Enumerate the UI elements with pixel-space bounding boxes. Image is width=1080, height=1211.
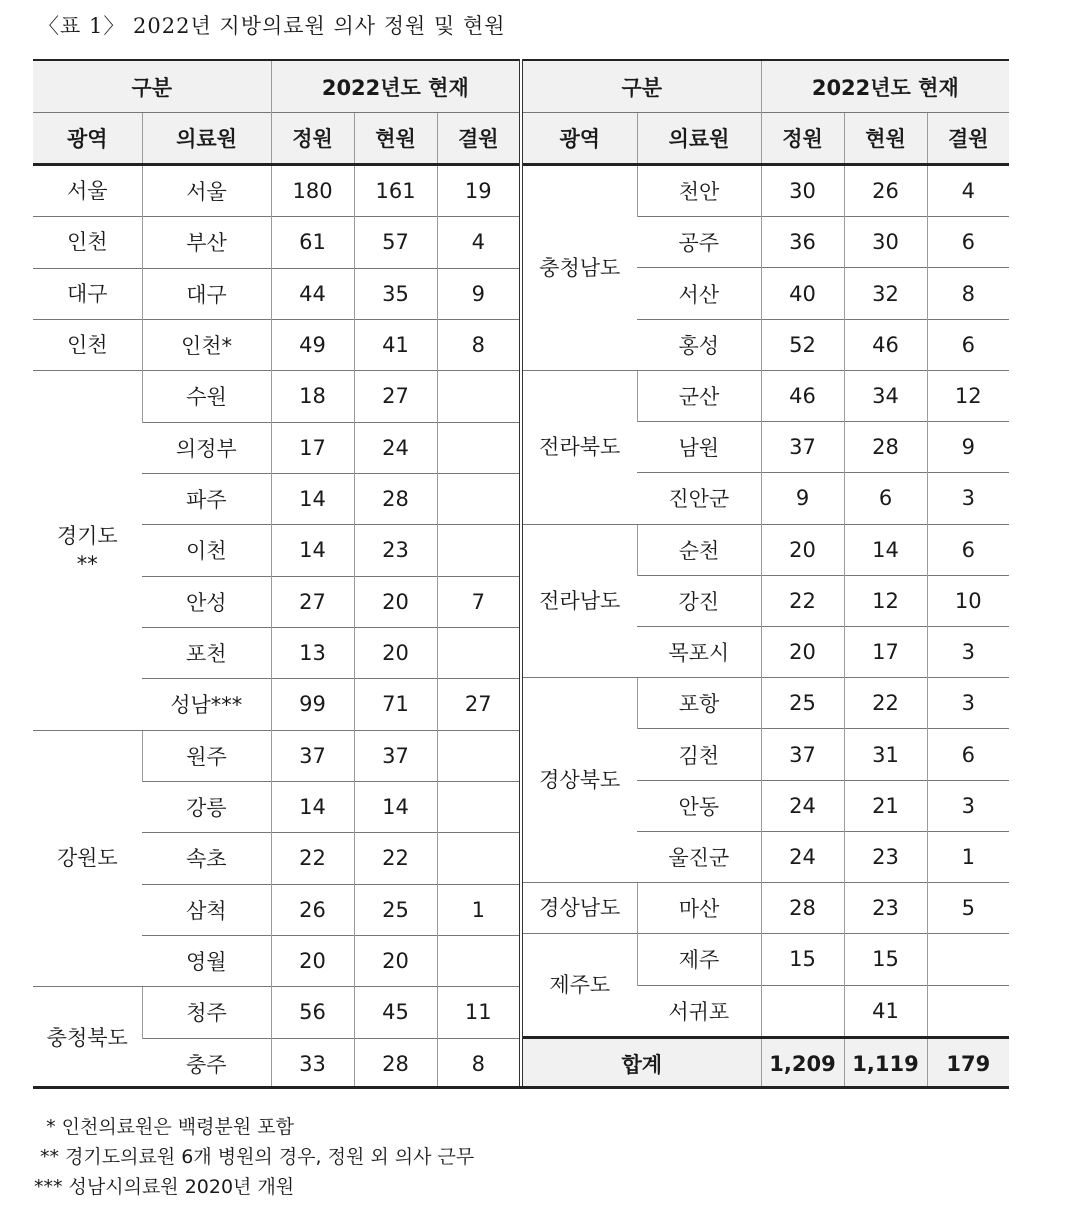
table-row: [523, 883, 1009, 934]
region-cell: 경기도 **: [33, 371, 142, 730]
vacancy-cell: 12: [927, 370, 1009, 421]
region-cell: 경상북도: [523, 678, 637, 883]
vacancy-cell: 3: [927, 678, 1009, 729]
current-cell: 32: [844, 268, 927, 319]
header-year: 2022년도 현재: [271, 60, 519, 113]
total-current: 1,119: [844, 1037, 927, 1089]
quota-cell: 14: [271, 781, 354, 832]
current-cell: 25: [354, 884, 437, 935]
quota-cell: 40: [761, 268, 844, 319]
header-group: 구분: [523, 60, 761, 113]
quota-cell: 14: [271, 473, 354, 524]
header-hospital: 의료원: [637, 113, 761, 165]
current-cell: 161: [354, 165, 437, 217]
header-quota: 정원: [761, 113, 844, 165]
current-cell: 26: [844, 165, 927, 217]
hospital-cell: 이천: [142, 525, 271, 576]
footnote-2: ** 경기도의료원 6개 병원의 경우, 정원 외 의사 근무: [34, 1146, 475, 1168]
hospital-cell: 부산: [142, 217, 271, 268]
hospital-cell: 목포시: [637, 626, 761, 677]
current-cell: 12: [844, 575, 927, 626]
quota-cell: 37: [761, 729, 844, 780]
quota-cell: 52: [761, 319, 844, 370]
quota-cell: [761, 985, 844, 1037]
current-cell: 28: [354, 473, 437, 524]
current-cell: 17: [844, 626, 927, 677]
vacancy-cell: [437, 473, 519, 524]
hospital-cell: 성남***: [142, 679, 271, 730]
hospital-cell: 인천*: [142, 319, 271, 370]
hospital-cell: 진안군: [637, 473, 761, 524]
vacancy-cell: [927, 934, 1009, 985]
header-current: 현원: [844, 113, 927, 165]
table-row: [33, 217, 519, 268]
vacancy-cell: 8: [927, 268, 1009, 319]
vacancy-cell: [927, 985, 1009, 1037]
current-cell: 27: [354, 371, 437, 422]
hospital-cell: 순천: [637, 524, 761, 575]
header-region: 광역: [33, 113, 142, 165]
vacancy-cell: 19: [437, 165, 519, 217]
hospital-cell: 청주: [142, 987, 271, 1038]
vacancy-cell: 6: [927, 319, 1009, 370]
vacancy-cell: [437, 525, 519, 576]
quota-cell: 15: [761, 934, 844, 985]
region-cell: 강원도: [33, 730, 142, 987]
quota-cell: 24: [761, 831, 844, 882]
hospital-cell: 대구: [142, 268, 271, 319]
vacancy-cell: 7: [437, 576, 519, 627]
table-row: [523, 678, 1009, 729]
hospital-cell: 천안: [637, 165, 761, 217]
vacancy-cell: [437, 781, 519, 832]
quota-cell: 18: [271, 371, 354, 422]
vacancy-cell: 3: [927, 780, 1009, 831]
quota-cell: 28: [761, 883, 844, 934]
region-cell: 인천: [33, 217, 142, 268]
vacancy-cell: 9: [437, 268, 519, 319]
region-cell: 충청북도: [33, 987, 142, 1089]
vacancy-cell: 8: [437, 1038, 519, 1089]
header-vacancy: 결원: [927, 113, 1009, 165]
region-cell: 전라북도: [523, 370, 637, 524]
header-vacancy: 결원: [437, 113, 519, 165]
quota-cell: 25: [761, 678, 844, 729]
vacancy-cell: [437, 422, 519, 473]
hospital-cell: 군산: [637, 370, 761, 421]
region-cell: 서울: [33, 165, 142, 217]
quota-cell: 26: [271, 884, 354, 935]
hospital-cell: 원주: [142, 730, 271, 781]
hospital-cell: 마산: [637, 883, 761, 934]
vacancy-cell: 11: [437, 987, 519, 1038]
vacancy-cell: [437, 627, 519, 678]
hospital-cell: 김천: [637, 729, 761, 780]
hospital-cell: 남원: [637, 422, 761, 473]
current-cell: 22: [354, 833, 437, 884]
current-cell: 34: [844, 370, 927, 421]
quota-cell: 44: [271, 268, 354, 319]
vacancy-cell: 8: [437, 319, 519, 370]
quota-cell: 27: [271, 576, 354, 627]
current-cell: 20: [354, 935, 437, 986]
table-caption: 〈표 1〉 2022년 지방의료원 의사 정원 및 현원: [38, 14, 506, 38]
current-cell: 14: [844, 524, 927, 575]
quota-cell: 20: [271, 935, 354, 986]
current-cell: 30: [844, 217, 927, 268]
quota-cell: 13: [271, 627, 354, 678]
hospital-cell: 울진군: [637, 831, 761, 882]
current-cell: 46: [844, 319, 927, 370]
current-cell: 71: [354, 679, 437, 730]
quota-cell: 14: [271, 525, 354, 576]
vacancy-cell: [437, 371, 519, 422]
total-quota: 1,209: [761, 1037, 844, 1089]
table-row: [33, 371, 519, 422]
header-year: 2022년도 현재: [761, 60, 1009, 113]
header-group: 구분: [33, 60, 271, 113]
vacancy-cell: 27: [437, 679, 519, 730]
hospital-cell: 파주: [142, 473, 271, 524]
vacancy-cell: 3: [927, 626, 1009, 677]
quota-cell: 49: [271, 319, 354, 370]
quota-cell: 17: [271, 422, 354, 473]
vacancy-cell: 1: [437, 884, 519, 935]
vacancy-cell: 9: [927, 422, 1009, 473]
quota-cell: 180: [271, 165, 354, 217]
table-row: [523, 165, 1009, 217]
table-row: [33, 730, 519, 781]
current-cell: 20: [354, 576, 437, 627]
hospital-cell: 제주: [637, 934, 761, 985]
current-cell: 20: [354, 627, 437, 678]
quota-cell: 30: [761, 165, 844, 217]
current-cell: 45: [354, 987, 437, 1038]
current-cell: 31: [844, 729, 927, 780]
quota-cell: 56: [271, 987, 354, 1038]
quota-cell: 61: [271, 217, 354, 268]
vacancy-cell: [437, 730, 519, 781]
header-region: 광역: [523, 113, 637, 165]
quota-cell: 37: [761, 422, 844, 473]
hospital-cell: 영월: [142, 935, 271, 986]
hospital-cell: 홍성: [637, 319, 761, 370]
footnotes: [34, 1112, 474, 1202]
region-cell: 전라남도: [523, 524, 637, 678]
hospital-cell: 포천: [142, 627, 271, 678]
table-row: [33, 319, 519, 370]
current-cell: 57: [354, 217, 437, 268]
quota-cell: 46: [761, 370, 844, 421]
quota-cell: 22: [761, 575, 844, 626]
table-bottom-rule: [33, 1086, 1009, 1089]
hospital-cell: 수원: [142, 371, 271, 422]
hospital-cell: 포항: [637, 678, 761, 729]
current-cell: 15: [844, 934, 927, 985]
vacancy-cell: 4: [927, 165, 1009, 217]
quota-cell: 9: [761, 473, 844, 524]
table-left-half: [33, 59, 519, 1089]
current-cell: 28: [844, 422, 927, 473]
current-cell: 23: [844, 883, 927, 934]
table-row: [523, 370, 1009, 421]
current-cell: 41: [844, 985, 927, 1037]
current-cell: 23: [354, 525, 437, 576]
hospital-cell: 의정부: [142, 422, 271, 473]
region-cell: 제주도: [523, 934, 637, 1037]
current-cell: 23: [844, 831, 927, 882]
quota-cell: 20: [761, 524, 844, 575]
vacancy-cell: [437, 935, 519, 986]
current-cell: 41: [354, 319, 437, 370]
region-cell: 충청남도: [523, 165, 637, 371]
vacancy-cell: [437, 833, 519, 884]
vacancy-cell: 3: [927, 473, 1009, 524]
current-cell: 24: [354, 422, 437, 473]
quota-cell: 99: [271, 679, 354, 730]
hospital-cell: 강진: [637, 575, 761, 626]
quota-cell: 20: [761, 626, 844, 677]
vacancy-cell: 6: [927, 729, 1009, 780]
hospital-cell: 안동: [637, 780, 761, 831]
hospital-cell: 서귀포: [637, 985, 761, 1037]
table-right-half: [523, 59, 1009, 1089]
quota-cell: 22: [271, 833, 354, 884]
header-current: 현원: [354, 113, 437, 165]
hospital-cell: 서산: [637, 268, 761, 319]
current-cell: 21: [844, 780, 927, 831]
hospital-cell: 서울: [142, 165, 271, 217]
hospital-cell: 안성: [142, 576, 271, 627]
region-cell: 대구: [33, 268, 142, 319]
table-row: [523, 524, 1009, 575]
vacancy-cell: 1: [927, 831, 1009, 882]
current-cell: 22: [844, 678, 927, 729]
table-row: [33, 268, 519, 319]
hospital-cell: 속초: [142, 833, 271, 884]
header-quota: 정원: [271, 113, 354, 165]
total-row: [523, 1037, 1009, 1089]
quota-cell: 24: [761, 780, 844, 831]
quota-cell: 36: [761, 217, 844, 268]
hospital-cell: 공주: [637, 217, 761, 268]
hospital-cell: 강릉: [142, 781, 271, 832]
current-cell: 37: [354, 730, 437, 781]
current-cell: 35: [354, 268, 437, 319]
footnote-3: *** 성남시의료원 2020년 개원: [34, 1176, 295, 1198]
vacancy-cell: 5: [927, 883, 1009, 934]
vacancy-cell: 4: [437, 217, 519, 268]
quota-cell: 37: [271, 730, 354, 781]
header-hospital: 의료원: [142, 113, 271, 165]
current-cell: 28: [354, 1038, 437, 1089]
quota-cell: 33: [271, 1038, 354, 1089]
current-cell: 6: [844, 473, 927, 524]
total-vacancy: 179: [927, 1037, 1009, 1089]
table-row: [523, 934, 1009, 985]
table-row: [33, 987, 519, 1038]
hospital-cell: 삼척: [142, 884, 271, 935]
vacancy-cell: 10: [927, 575, 1009, 626]
physician-staffing-table: [33, 59, 1009, 1089]
hospital-cell: 충주: [142, 1038, 271, 1089]
total-label: 합계: [523, 1037, 761, 1089]
region-cell: 인천: [33, 319, 142, 370]
vacancy-cell: 6: [927, 524, 1009, 575]
footnote-1: * 인천의료원은 백령분원 포함: [34, 1116, 294, 1138]
table-row: [33, 165, 519, 217]
region-cell: 경상남도: [523, 883, 637, 934]
vacancy-cell: 6: [927, 217, 1009, 268]
current-cell: 14: [354, 781, 437, 832]
